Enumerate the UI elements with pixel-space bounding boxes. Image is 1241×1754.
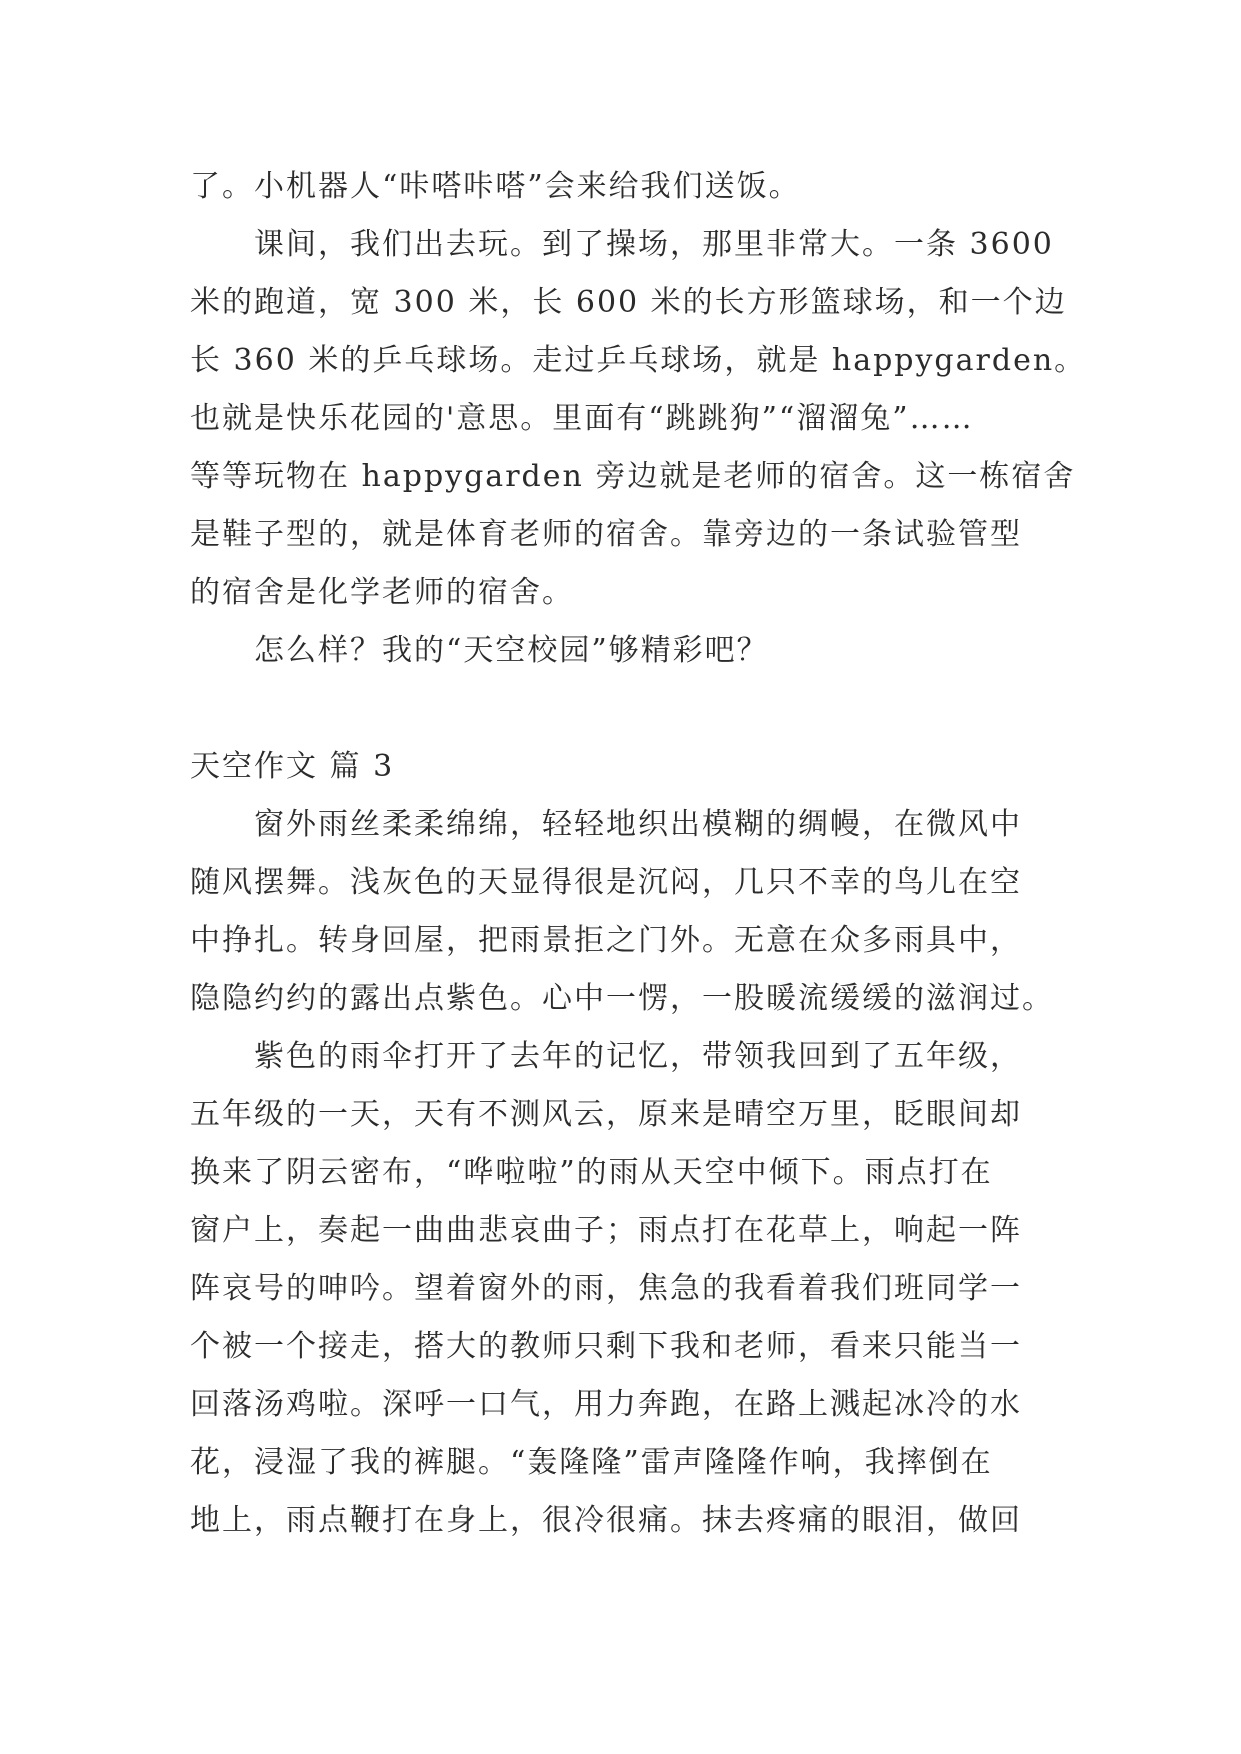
text-line: 五年级的一天，天有不测风云，原来是晴空万里，眨眼间却 [190,1097,1022,1132]
text-line: 回落汤鸡啦。深呼一口气，用力奔跑，在路上溅起冰冷的水 [190,1387,1022,1422]
text-line: 阵哀号的呻吟。望着窗外的雨，焦急的我看着我们班同学一 [190,1271,1022,1306]
paragraph-start-line: 怎么样？我的“天空校园”够精彩吧？ [254,633,769,668]
section-heading: 天空作文 篇 3 [190,749,395,784]
document-body [190,158,1087,1550]
paragraph-start-line: 紫色的雨伞打开了去年的记忆，带领我回到了五年级， [254,1039,1022,1074]
text-line: 了。小机器人“咔嗒咔嗒”会来给我们送饭。 [190,169,801,204]
text-line: 个被一个接走，搭大的教师只剩下我和老师，看来只能当一 [190,1329,1022,1364]
text-line: 换来了阴云密布，“哗啦啦”的雨从天空中倾下。雨点打在 [190,1155,993,1190]
text-line: 花，浸湿了我的裤腿。“轰隆隆”雷声隆隆作响，我摔倒在 [190,1445,993,1480]
blank-line [190,680,1060,738]
text-line: 随风摆舞。浅灰色的天显得很是沉闷，几只不幸的鸟儿在空 [190,865,1022,900]
text-line: 长 360 米的乒乓球场。走过乒乓球场，就是 happygarden。 [190,343,1087,378]
text-line: 等等玩物在 happygarden 旁边就是老师的宿舍。这一栋宿舍 [190,459,1076,494]
paragraph-start-line: 课间，我们出去玩。到了操场，那里非常大。一条 3600 [254,227,1054,262]
text-line: 中挣扎。转身回屋，把雨景拒之门外。无意在众多雨具中， [190,923,1022,958]
text-line: 地上，雨点鞭打在身上，很冷很痛。抹去疼痛的眼泪，做回 [190,1503,1022,1538]
text-line: 是鞋子型的，就是体育老师的宿舍。靠旁边的一条试验管型 [190,517,1022,552]
text-line: 的宿舍是化学老师的宿舍。 [190,575,574,610]
paragraph-start-line: 窗外雨丝柔柔绵绵，轻轻地织出模糊的绸幔，在微风中 [254,807,1022,842]
text-line: 米的跑道，宽 300 米，长 600 米的长方形篮球场，和一个边 [190,285,1067,320]
text-line: 窗户上，奏起一曲曲悲哀曲子；雨点打在花草上，响起一阵 [190,1213,1022,1248]
text-line: 也就是快乐花园的'意思。里面有“跳跳狗”“溜溜兔”…… [190,401,974,436]
text-line: 隐隐约约的露出点紫色。心中一愣，一股暖流缓缓的滋润过。 [190,981,1054,1016]
